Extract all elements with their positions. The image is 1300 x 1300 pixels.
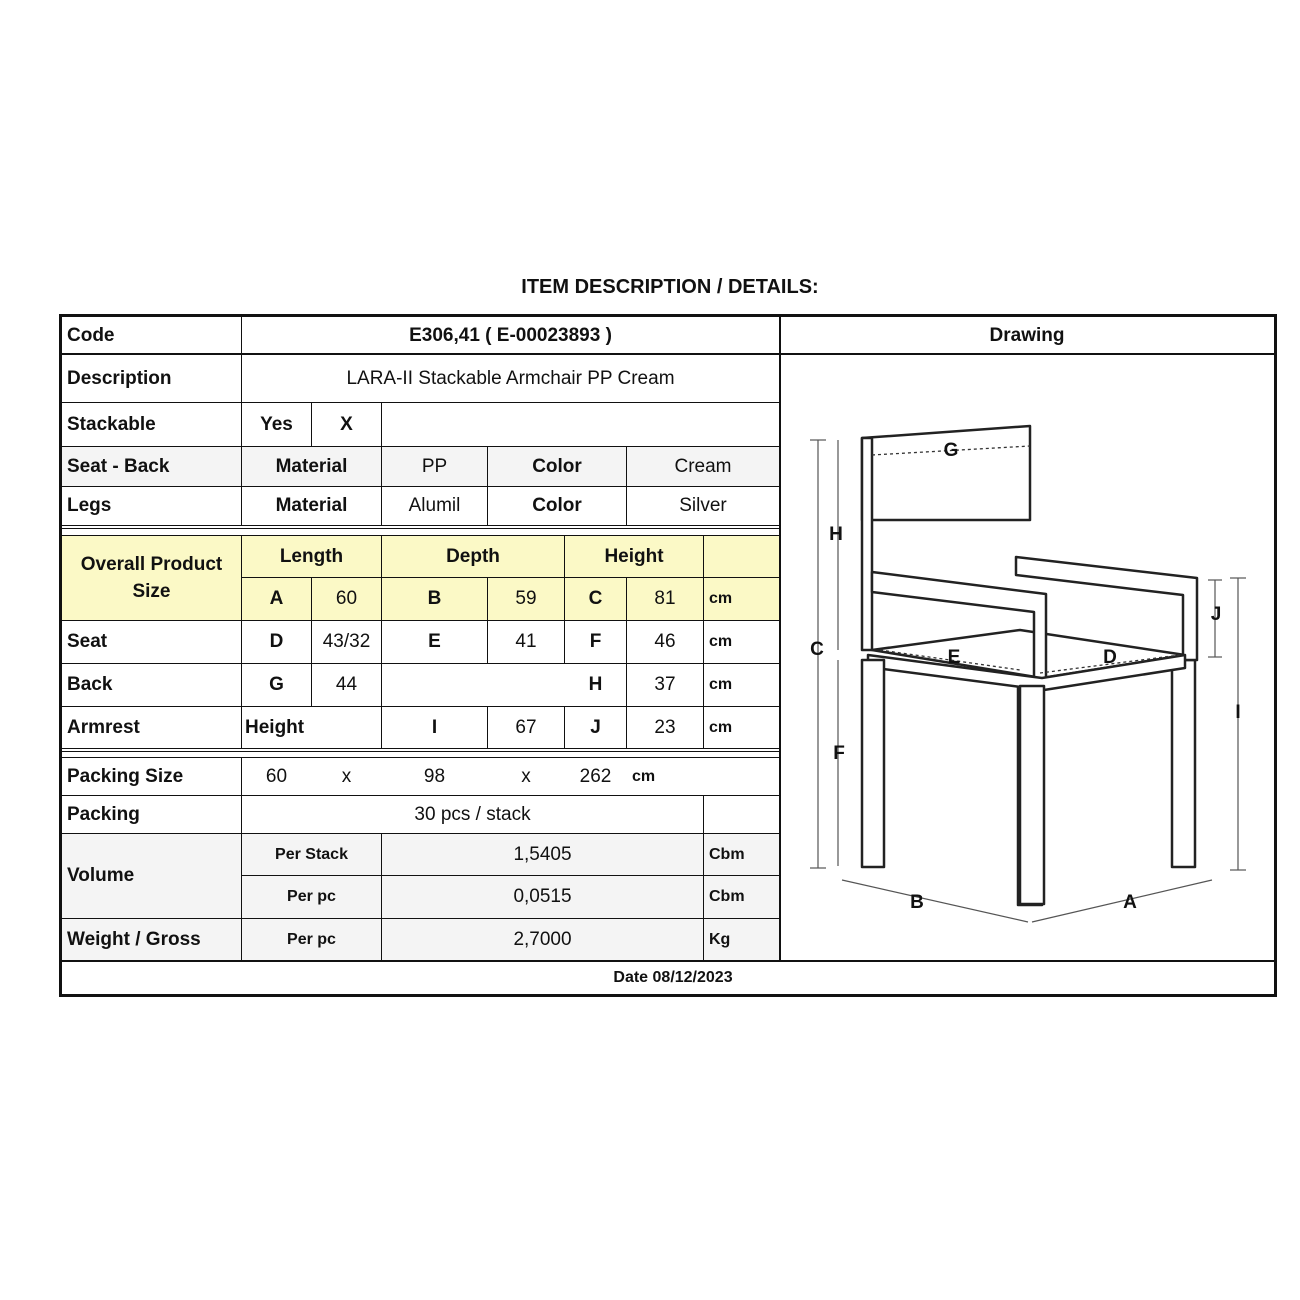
drawing-label-i: I (1235, 702, 1241, 723)
drawing-label-h: H (829, 524, 843, 545)
dim-a-value: 60 (312, 578, 381, 620)
back-label: Back (62, 664, 241, 706)
armrest-height-label: Height (242, 707, 381, 748)
packing-size-x1: x (312, 758, 381, 795)
dim-f-value: 46 (627, 621, 703, 663)
dim-a-line (1032, 880, 1212, 922)
dim-d-value: 43/32 (312, 621, 381, 663)
seat-back-label: Seat - Back (62, 447, 241, 486)
legs-label: Legs (62, 487, 241, 525)
stackable-yes: Yes (242, 403, 311, 446)
dim-g-value: 44 (312, 664, 381, 706)
drawing-label-a: A (1123, 892, 1137, 913)
description-value: LARA-II Stackable Armchair PP Cream (242, 355, 779, 402)
dim-h-label: H (565, 664, 626, 706)
volume-per-stack: 1,5405 (382, 834, 703, 875)
legs-material: Alumil (382, 487, 487, 525)
code-value: E306,41 ( E-00023893 ) (242, 317, 779, 354)
dim-b-line (842, 880, 1028, 922)
volume-label: Volume (62, 834, 241, 918)
rear-leg (1172, 660, 1195, 867)
volume-per-pc-label: Per pc (242, 876, 381, 918)
dim-i-value: 67 (488, 707, 564, 748)
height-label: Height (565, 536, 703, 577)
drawing-label-e: E (947, 647, 961, 668)
dim-d-label: D (242, 621, 311, 663)
weight-label: Weight / Gross (62, 919, 241, 961)
length-label: Length (242, 536, 381, 577)
volume-per-pc-unit: Cbm (704, 876, 779, 918)
packing-value: 30 pcs / stack (242, 796, 703, 833)
dim-g-label: G (242, 664, 311, 706)
packing-size-x2: x (488, 758, 564, 795)
stackable-mark: X (312, 403, 381, 446)
overall-unit: cm (704, 578, 779, 620)
packing-label: Packing (62, 796, 241, 833)
overall-label: Overall Product Size (62, 536, 241, 620)
dim-e-value: 41 (488, 621, 564, 663)
date-text: Date 08/12/2023 (613, 969, 733, 986)
weight-value: 2,7000 (382, 919, 703, 961)
dim-b-value: 59 (488, 578, 564, 620)
back-unit: cm (704, 664, 779, 706)
dim-c-label: C (565, 578, 626, 620)
back-post (862, 438, 872, 650)
drawing-header: Drawing (780, 317, 1274, 354)
dim-h-value: 37 (627, 664, 703, 706)
drawing-label-d: D (1103, 647, 1117, 668)
seat-back-color-label: Color (488, 447, 626, 486)
dim-a-label: A (242, 578, 311, 620)
packing-size-unit: cm (627, 758, 779, 795)
drawing-label-b: B (910, 892, 924, 913)
code-label: Code (62, 317, 241, 354)
armrest-label: Armrest (62, 707, 241, 748)
page-title: ITEM DESCRIPTION / DETAILS: (521, 276, 819, 298)
packing-size-width: 98 (382, 758, 487, 795)
front-leg (862, 660, 884, 867)
legs-color-label: Color (488, 487, 626, 525)
description-label: Description (62, 355, 241, 402)
dim-c-value: 81 (627, 578, 703, 620)
seat-back-material-label: Material (242, 447, 381, 486)
volume-per-pc: 0,0515 (382, 876, 703, 918)
legs-material-label: Material (242, 487, 381, 525)
dim-f-label: F (565, 621, 626, 663)
armrest-unit: cm (704, 707, 779, 748)
packing-size-length: 60 (242, 758, 311, 795)
dim-e-label: E (382, 621, 487, 663)
packing-size-height: 262 (565, 758, 626, 795)
legs-color: Silver (627, 487, 779, 525)
dim-j-label: J (565, 707, 626, 748)
weight-unit: Kg (704, 919, 779, 961)
front-leg (1020, 686, 1044, 904)
dim-i-label: I (382, 707, 487, 748)
drawing-label-c: C (810, 639, 824, 660)
seat-back-material: PP (382, 447, 487, 486)
stackable-label: Stackable (62, 403, 241, 446)
dim-j-value: 23 (627, 707, 703, 748)
depth-label: Depth (382, 536, 564, 577)
packing-size-label: Packing Size (62, 758, 241, 795)
drawing-label-f: F (833, 743, 845, 764)
volume-per-stack-label: Per Stack (242, 834, 381, 875)
seat-label: Seat (62, 621, 241, 663)
seat-back-color: Cream (627, 447, 779, 486)
volume-per-stack-unit: Cbm (704, 834, 779, 875)
dim-b-label: B (382, 578, 487, 620)
seat-unit: cm (704, 621, 779, 663)
weight-per-pc-label: Per pc (242, 919, 381, 961)
drawing-label-j: J (1210, 604, 1222, 625)
drawing-label-g: G (943, 440, 959, 461)
